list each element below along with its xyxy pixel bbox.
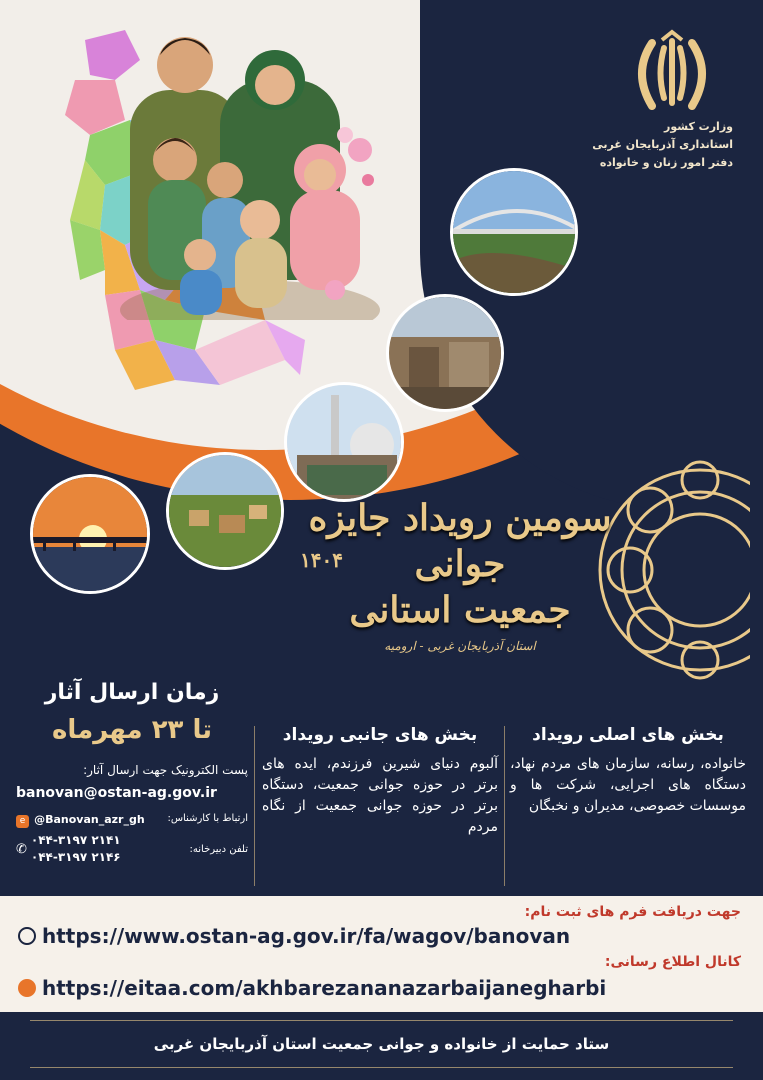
eitaa-icon: e (16, 815, 29, 828)
emblem-icon (622, 28, 722, 118)
footer-text: ستاد حمایت از خانواده و جوانی جمعیت استان آذربایجان غربی (153, 1035, 610, 1053)
phone-row (16, 832, 248, 866)
event-title (300, 495, 620, 675)
photo-village (166, 452, 284, 570)
photo-bridge (450, 168, 578, 296)
main-sections (510, 722, 746, 817)
deadline-block (22, 676, 242, 750)
email-label: پست الکترونیک جهت ارسال آثار: (83, 763, 248, 777)
footer (0, 1012, 763, 1080)
channel-url[interactable]: https://eitaa.com/akhbarezananazarbaijanegharbi (42, 976, 607, 1000)
phone-1[interactable]: ۰۴۴-۳۱۹۷ ۲۱۴۱ (30, 833, 121, 847)
photo-lake-sunset (30, 474, 150, 594)
title-year: ۱۴۰۴ (300, 548, 343, 572)
phone-2[interactable]: ۰۴۴-۳۱۹۷ ۲۱۴۶ (30, 850, 121, 864)
expert-id-wrap (16, 808, 145, 828)
ministry-info (513, 118, 733, 172)
ministry-line3: دفتر امور زنان و خانواده (599, 156, 733, 169)
email-link[interactable]: banovan@ostan-ag.gov.ir (16, 785, 217, 801)
footer-box (30, 1020, 733, 1068)
divider-left (254, 726, 255, 886)
phone-label: تلفن دبیرخانه: (189, 843, 248, 855)
expert-id[interactable]: @Banovan_azr_gh (34, 813, 145, 826)
expert-label: ارتباط با کارشناس: (167, 812, 248, 824)
main-sections-title: بخش های اصلی رویداد (532, 725, 724, 745)
forms-link[interactable] (18, 924, 570, 948)
expert-row (16, 808, 248, 828)
globe-icon (18, 927, 36, 945)
family-illustration (120, 20, 380, 320)
eitaa-icon (18, 979, 36, 997)
ministry-line1: وزارت کشور (664, 120, 733, 133)
divider-right (504, 726, 505, 886)
channel-link[interactable] (18, 976, 606, 1000)
photo-shrine (284, 382, 404, 502)
title-subtitle: استان آذربایجان غربی - ارومیه (384, 639, 536, 653)
title-line1: سومین رویداد جایزه جوانی (308, 497, 612, 585)
phone-list (31, 832, 121, 866)
photo-castle (386, 294, 504, 412)
title-line2: جمعیت استانی (349, 589, 571, 631)
side-sections (262, 722, 498, 838)
phone-icon: ✆ (16, 841, 27, 857)
forms-url[interactable]: https://www.ostan-ag.gov.ir/fa/wagov/banovan (42, 924, 571, 948)
ministry-line2: استانداری آذربایجان غربی (592, 138, 733, 151)
phone-numbers (16, 832, 121, 866)
side-sections-title: بخش های جانبی رویداد (282, 725, 478, 745)
forms-label: جهت دریافت فرم های ثبت نام: (524, 904, 741, 920)
main-sections-body: خانواده، رسانه، سازمان های مردم نهاد، دستگاه های اجرایی، شرکت ها و موسسات خصوصی، مدیران و نخبگان (510, 756, 746, 814)
links-panel (0, 896, 763, 1012)
contact-block (16, 760, 248, 866)
deadline-date: تا ۲۳ مهرماه (51, 715, 213, 745)
side-sections-body: آلبوم دنیای شیرین فرزندم، ایده های برتر در حوزه جوانی جمعیت، دستگاه برتر در حوزه جوانی جمعیت از نگاه مردم (262, 756, 498, 835)
channel-label: کانال اطلاع رسانی: (604, 954, 741, 970)
deadline-label: زمان ارسال آثار (44, 680, 220, 705)
